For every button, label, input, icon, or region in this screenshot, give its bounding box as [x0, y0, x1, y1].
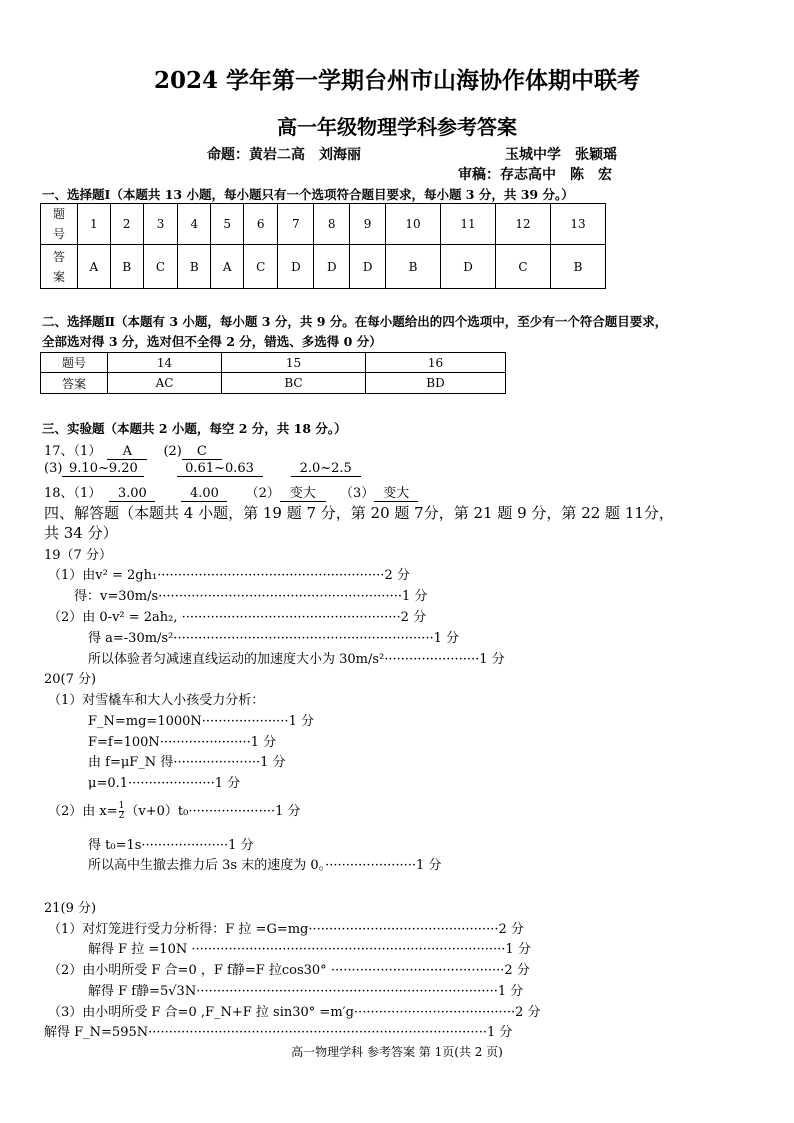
q18-line — [44, 482, 418, 502]
section4-heading-line2: 共 34 分） — [44, 524, 118, 542]
q17-line1 — [44, 440, 222, 460]
q17-answer-3: 9.10~9.20 — [62, 462, 144, 477]
section2-a-cell: BD — [366, 373, 506, 394]
section2-row-label-a: 答案 — [41, 373, 108, 394]
section1-a-cell: D — [278, 245, 314, 289]
author-mingti: 命题：黄岩二高 刘海丽 — [207, 147, 361, 163]
q17-answer-2: C — [182, 445, 222, 460]
section1-a-cell: B — [550, 245, 605, 289]
q20-line: 得 t₀=1s·····················1 分 — [88, 838, 254, 853]
q18-part2-label: （2） — [245, 486, 280, 501]
frac-numerator: 1 — [118, 801, 125, 811]
page-footer: 高一物理学科 参考答案 第 1页(共 2 页) — [291, 1045, 503, 1059]
q17-line2 — [44, 461, 361, 477]
q17-answer-5: 2.0~2.5 — [291, 462, 361, 477]
section2-a-cell: AC — [108, 373, 222, 394]
q18-part3-label: （3） — [340, 486, 375, 501]
section1-row-label-a: 答 案 — [41, 245, 78, 289]
section1-q-cell: 3 — [143, 204, 177, 245]
section2-q-cell: 16 — [366, 353, 506, 373]
section2-question-row — [41, 353, 506, 373]
section2-row-label-q: 题号 — [41, 353, 108, 373]
section1-q-cell: 7 — [278, 204, 314, 245]
q21-line: 解得 F f静=5√3N·········································································1 分 — [88, 984, 524, 999]
q21-line: （2）由小明所受 F 合=0 ，F f静=F 拉cos30° ··········································2 分 — [48, 963, 530, 978]
section1-a-cell: A — [78, 245, 111, 289]
q21-line: 解得 F 拉 =10N ············································································1 分 — [88, 942, 531, 957]
q19-line: （2）由 0-v² = 2ah₂, ·····················································2 分 — [48, 610, 427, 625]
q19-heading: 19（7 分） — [44, 548, 112, 563]
document-title: 2024 学年第一学期台州市山海协作体期中联考 — [153, 67, 641, 94]
section2-heading-line2: 全部选对得 3 分，选对但不全得 2 分，错选、多选得 0 分） — [42, 334, 382, 349]
author-shengao: 审稿：存志高中 陈 宏 — [458, 167, 612, 183]
q19-line: 得：v=30m/s···························································1 分 — [74, 589, 428, 604]
section4-heading-line1: 四、解答题（本题共 4 小题，第 19 题 7 分，第 20 题 7分，第 21 题 9 分，第 22 题 11分， — [44, 504, 674, 522]
q20-frac-prefix: （2）由 x= — [48, 804, 118, 819]
q17-answer-4: 0.61~0.63 — [177, 462, 263, 477]
q17-answer-1: A — [107, 445, 147, 460]
section3-heading: 三、实验题（本题共 2 小题，每空 2 分，共 18 分。） — [42, 421, 347, 436]
section1-q-cell: 6 — [244, 204, 278, 245]
section1-q-cell: 2 — [110, 204, 143, 245]
section2-q-cell: 14 — [108, 353, 222, 373]
q20-heading: 20(7 分) — [44, 672, 97, 687]
section2-q-cell: 15 — [222, 353, 366, 373]
section1-a-cell: D — [350, 245, 386, 289]
section2-heading-line1: 二、选择题Ⅱ（本题有 3 小题，每小题 3 分，共 9 分。在每小题给出的四个选项中，至少有一个符合题目要求， — [42, 314, 668, 329]
section2-a-cell: BC — [222, 373, 366, 394]
section1-a-cell: C — [496, 245, 551, 289]
q21-line: 解得 F_N=595N··················································································1 分 — [44, 1025, 513, 1040]
section1-a-cell: D — [441, 245, 496, 289]
q18-answer-4: 变大 — [374, 487, 418, 502]
section1-question-row — [41, 204, 606, 245]
section1-q-cell: 12 — [496, 204, 551, 245]
section2-answer-table — [40, 352, 506, 394]
q20-frac-suffix: （v+0）t₀·····················1 分 — [125, 804, 301, 819]
q20-line: F=f=100N······················1 分 — [88, 735, 277, 750]
q20-line: 所以高中生撤去推力后 3s 末的速度为 0。······················1 分 — [88, 858, 442, 873]
section1-q-cell: 4 — [178, 204, 211, 245]
section1-q-cell: 13 — [550, 204, 605, 245]
q20-line: （1）对雪橇车和大人小孩受力分析： — [48, 693, 265, 708]
author-mingti-second: 玉城中学 张颖瑶 — [505, 147, 617, 163]
q20-line: 由 f=μF_N 得·····················1 分 — [88, 755, 286, 770]
q21-heading: 21(9 分) — [44, 901, 97, 916]
q17-label: 17、（1） — [44, 444, 102, 459]
q18-answer-1: 3.00 — [109, 487, 155, 502]
q20-line: μ=0.1·····················1 分 — [88, 776, 241, 791]
section1-a-cell: B — [110, 245, 143, 289]
section1-a-cell: D — [314, 245, 350, 289]
section1-q-cell: 10 — [386, 204, 441, 245]
section2-answer-row — [41, 373, 506, 394]
section1-q-cell: 9 — [350, 204, 386, 245]
section1-a-cell: C — [244, 245, 278, 289]
frac-denominator: 2 — [118, 811, 125, 821]
q19-line: 所以体验者匀减速直线运动的加速度大小为 30m/s²·······················1 分 — [88, 652, 505, 667]
section1-heading: 一、选择题Ⅰ（本题共 13 小题，每小题只有一个选项符合题目要求，每小题 3 分，共 39 分。） — [42, 187, 574, 202]
q21-line: （3）由小明所受 F 合=0 ,F_N+F 拉 sin30° =m′g·······································2 分 — [48, 1005, 541, 1020]
section1-q-cell: 11 — [441, 204, 496, 245]
q18-answer-2: 4.00 — [181, 487, 227, 502]
section1-q-cell: 1 — [78, 204, 111, 245]
half-fraction — [119, 802, 125, 821]
section1-row-label-q: 题 号 — [41, 204, 78, 245]
q19-line: （1）由v² = 2gh₁·······················································2 分 — [48, 568, 410, 583]
section1-answer-row — [41, 245, 606, 289]
section1-a-cell: B — [178, 245, 211, 289]
section1-a-cell: B — [386, 245, 441, 289]
q20-line: F_N=mg=1000N·····················1 分 — [88, 714, 314, 729]
q20-line-fraction — [48, 800, 301, 821]
document-subtitle: 高一年级物理学科参考答案 — [277, 115, 517, 139]
section1-a-cell: C — [143, 245, 177, 289]
section1-q-cell: 8 — [314, 204, 350, 245]
section1-q-cell: 5 — [211, 204, 244, 245]
q17-part3-label: (3) — [44, 461, 63, 476]
q19-line: 得 a=-30m/s²·······························································1 分 — [88, 631, 460, 646]
q21-line: （1）对灯笼进行受力分析得：F 拉 =G=mg··············································2 分 — [48, 922, 524, 937]
section1-a-cell: A — [211, 245, 244, 289]
q18-label: 18、（1） — [44, 486, 102, 501]
q18-answer-3: 变大 — [280, 487, 326, 502]
q17-part2-label: (2) — [163, 444, 182, 459]
section1-answer-table — [40, 203, 606, 289]
